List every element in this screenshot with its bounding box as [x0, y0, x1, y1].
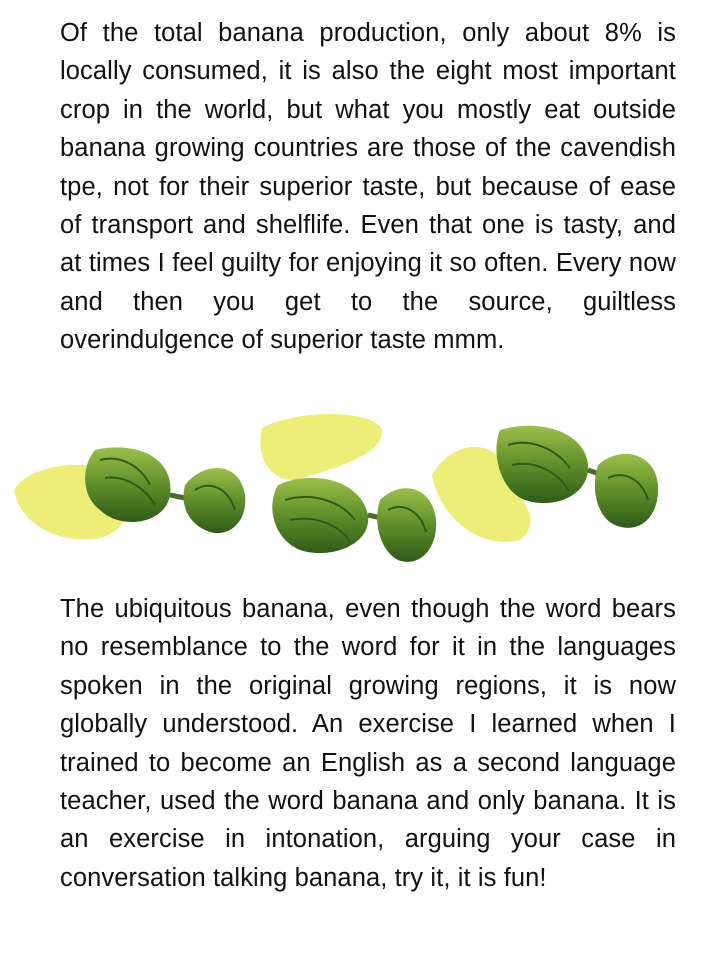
banana-bunch-2: [272, 478, 436, 562]
highlight-blob-2: [260, 414, 382, 480]
paragraph-1: Of the total banana production, only about 8% is locally consumed, it is also the eight most important crop in the world, but what you mostly eat outside banana growing countries are those of the cavendish tpe, not for their superior taste, but because of ease of transport and shelflife. Even that one is tasty, and at times I feel guilty for enjoying it so often. Every now and then you get to the source, guiltless overindulgence of superior taste mmm.: [60, 19, 676, 355]
banana-illustration: [0, 400, 720, 590]
paragraph-2: The ubiquitous banana, even though the word bears no resemblance to the word for it in the languages spoken in the original growing regions, it is now globally understood. An exercise I learned when I trained to become an English as a second language teacher, used the word banana and only banana. It is an exercise in intonation, arguing your case in conversation talking banana, try it, it is fun!: [60, 595, 676, 892]
